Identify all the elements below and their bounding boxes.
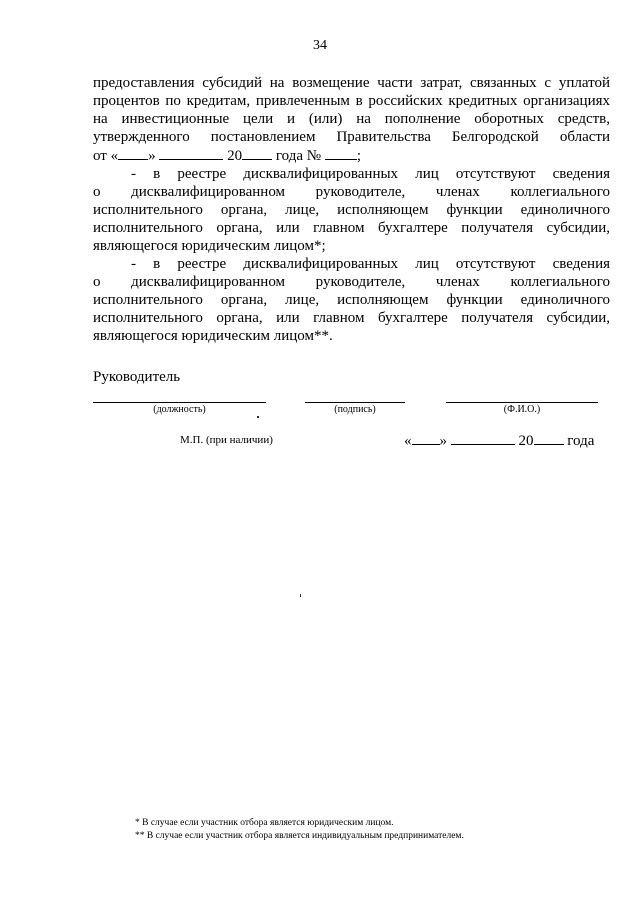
paragraph-line: о дисквалифицированном руководителе, членах коллегиального — [93, 274, 610, 290]
date-open-quote: « — [404, 433, 412, 449]
body-text — [93, 74, 610, 345]
name-caption: (Ф.И.О.) — [503, 404, 541, 415]
date-year-blank — [534, 432, 564, 445]
month-blank — [159, 146, 223, 160]
day-blank — [118, 146, 148, 160]
date-close-quote: » — [439, 433, 447, 449]
footnote-2: ** В случае если участник отбора является индивидуальным предпринимателем. — [135, 831, 464, 841]
paragraph-line: являющегося юридическим лицом**. — [93, 328, 333, 344]
decree-date-prefix: от « — [93, 148, 119, 164]
paragraph-line: исполнительного органа, или главном бухгалтере получателя субсидии, — [93, 310, 610, 326]
decree-year-prefix: 20 — [227, 148, 243, 164]
footnotes — [135, 817, 464, 843]
decree-end: ; — [356, 148, 361, 164]
date-day-blank — [412, 432, 440, 445]
position-line — [93, 402, 266, 403]
paragraph-line: исполнительного органа, или главном бухгалтере получателя субсидии, — [93, 220, 610, 236]
scan-speck — [300, 594, 301, 597]
signature-caption: (подпись) — [334, 404, 376, 415]
paragraph-line: являющегося юридическим лицом*; — [93, 238, 326, 254]
date-year-prefix: 20 — [518, 433, 534, 449]
paragraph-line: о дисквалифицированном руководителе, членах коллегиального — [93, 184, 610, 200]
paragraph-line: предоставления субсидий на возмещение части затрат, связанных с уплатой — [93, 75, 610, 91]
decree-year-suffix: года № — [275, 148, 322, 164]
signature-line — [305, 402, 405, 403]
paragraph-line: - в реестре дисквалифицированных лиц отсутствуют сведения — [131, 256, 610, 272]
decree-number-blank — [325, 146, 357, 160]
scan-speck — [257, 416, 259, 418]
footnote-1: * В случае если участник отбора является юридическим лицом. — [135, 818, 394, 828]
name-line — [446, 402, 598, 403]
date-year-suffix: года — [567, 433, 595, 449]
paragraph-line: исполнительного органа, лице, исполняющем функции единоличного — [93, 292, 610, 308]
paragraph-line: на инвестиционные цели и (или) на пополнение оборотных средств, — [93, 111, 610, 127]
position-caption: (должность) — [153, 404, 206, 415]
paragraph-line: - в реестре дисквалифицированных лиц отсутствуют сведения — [131, 166, 610, 182]
date-month-blank — [451, 432, 515, 445]
paragraph-line: утвержденного постановлением Правительства Белгородской области — [93, 129, 610, 145]
paragraph-line: процентов по кредитам, привлеченным в российских кредитных организациях — [93, 93, 610, 109]
decree-quote-close: » — [148, 148, 156, 164]
paragraph-line: исполнительного органа, лице, исполняющем функции единоличного — [93, 202, 610, 218]
decree-date-line — [93, 146, 610, 165]
year-blank — [242, 146, 272, 160]
page-number: 34 — [313, 38, 327, 53]
stamp-label: М.П. (при наличии) — [180, 434, 273, 446]
head-label: Руководитель — [93, 369, 181, 385]
signature-date-line — [404, 432, 594, 450]
